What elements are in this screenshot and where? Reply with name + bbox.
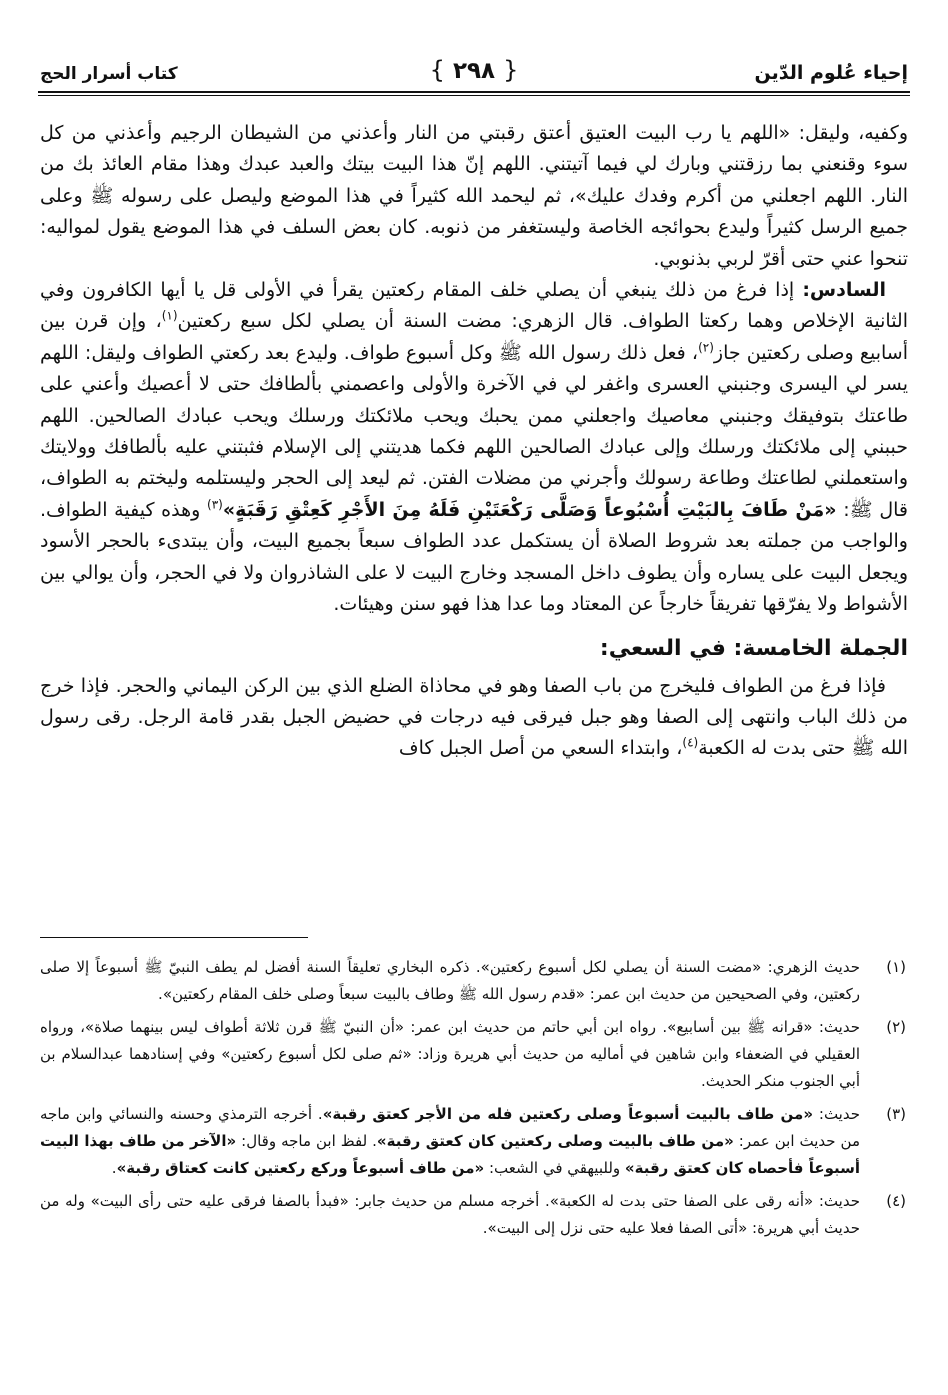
paragraph-2-text-c: ، فعل ذلك رسول الله ﷺ وكل أسبوع طواف. وليدع بعد ركعتي الطواف وليقل: اللهم يسر لي اليسرى وجنبني العسرى واغفر لي في الآخرة والأولى واعصمني بألطافك حتى لا أعصيك وأعني على طاعتك بتوفيقك وجنبني معاصيك واجعلني ممن يحبك ويحب ملائكتك ورسلك ويحب عبادك الصالحين. اللهم حببني إلى ملائكتك ورسلك وإلى عبادك الصالحين اللهم فكما هديتني إلى الإسلام فثبتني عليه بألطافك وولايتك واستعملني لطاعتك وطاعة رسولك وأجرني من مضلات الفتن. ثم ليعد إلى الحجر وليستلمه وليختم به الطواف، قال ﷺ: [40,341,908,521]
paragraph-1: وكفيه، وليقل: «اللهم يا رب البيت العتيق أعتق رقبتي من النار وأعذني من الشيطان الرجيم وأعذني من كل سوء وقنعني بما رزقتني وبارك لي فيما آتيتني. اللهم إنّ هذا البيت بيتك والعبد عبدك وهذا مقام العائذ بك من النار. اللهم اجعلني من أكرم وفدك عليك»، ثم ليحمد الله كثيراً في هذا الموضع وليصل على رسوله ﷺ وعلى جميع الرسل كثيراً وليدع بحوائجه الخاصة وليستغفر من ذنوبه. كان بعض السلف في هذا الموضع يقول لمواليه: تنحوا عني حتى أقرّ لربي بذنوبي. [40,122,908,270]
footnote-4 [40,1188,910,1242]
footnote-hadith-bold: «من طاف بالبيت وصلى ركعتين كان كعتق رقبة» [376,1132,734,1150]
footnote-2 [40,1014,910,1095]
footnote-text-part: حديث: [813,1105,860,1123]
paragraph-2-lead: السادس: [802,279,886,302]
footnote-text-part: . أخرجه الترمذي وحسنه والنسائي وابن ماجه من حديث ابن عمر: [40,1105,860,1150]
paragraph-2 [40,275,908,620]
ornament-right: { [503,56,519,84]
paragraph-3-text-a: فإذا فرغ من الطواف فليخرج من باب الصفا وهو في محاذاة الضلع الذي بين الركن اليماني والحجر. فإذا خرج من ذلك الباب وانتهى إلى الصفا وهو جبل فيرقى فيه درجات في حضيض الجبل بقدر قامة الرجل. رقى رسول الله ﷺ حتى بدت له الكعبة [40,674,908,760]
footnote-text-part: . [111,1159,117,1177]
page-number-value: ٢٩٨ [452,58,496,84]
footnote-hadith-bold: «الآخر من طاف بهذا البيت أسبوعاً فأحصاه كان كعتق رقبة» [40,1132,860,1177]
footnote-number: (٤) [886,1192,906,1210]
footnote-ref-1[interactable]: (١) [161,309,178,324]
paragraph-2-text-d: وهذه كيفية الطواف. والواجب من جملته بعد شروط الصلاة أن يستكمل عدد الطواف سبعاً بجميع البيت، وأن يبتدىء بالحجر الأسود ويجعل البيت على يساره وأن يطوف داخل المسجد وخارج البيت لا على الشاذروان ولا في الحجر، وأن يوالي بين الأشواط ولا يفرّقها تفريقاً خارجاً عن المعتاد وما عدا هذا فهو سنن وهيئات. [40,498,908,616]
paragraph-3-text-b: ، وابتداء السعي من أصل الجبل كاف [398,737,683,760]
footnote-text-part: وللبيهقي في الشعب: [484,1159,625,1177]
footnote-text-part: . لفظ ابن ماجه وقال: [236,1132,377,1150]
page-number [430,56,519,84]
footnote-text: حديث: «أنه رقى على الصفا حتى بدت له الكعبة». أخرجه مسلم من حديث جابر: «فبدأ بالصفا فرقى عليه حتى رأى البيت» وله من حديث أبي هريرة: «أتى الصفا فعلا عليه حتى نزل إلى البيت». [40,1192,860,1237]
footnote-text: حديث: «قرانه ﷺ بين أسابيع». رواه ابن أبي حاتم من حديث ابن عمر: «أن النبيّ ﷺ قرن ثلاثة أطواف ليس بينهما صلاة»، ورواه العقيلي في الضعفاء وابن شاهين في أماليه من حديث أبي هريرة وزاد: «ثم صلى لكل أسبوع ركعتين» وفي إسنادهما عبدالسلام بن أبي الجنوب منكر الحديث. [40,1018,860,1090]
footnotes [40,954,910,1248]
footnote-hadith-bold: «من طاف أسبوعاً وركع ركعتين كانت كعتاق رقبة» [116,1159,485,1177]
footnote-number: (٣) [886,1105,906,1123]
footnote-ref-2[interactable]: (٢) [698,340,714,355]
page-header [38,54,910,94]
footnote-ref-4[interactable]: (٤) [682,735,699,750]
hadith-quote: «مَنْ طَافَ بِالبَيْتِ أُسْبُوعاً وَصَلَّى رَكْعَتَيْنِ فَلَهُ مِنَ الأَجْرِ كَعِتْقِ رَقَبَةٍ» [222,498,837,521]
paragraph-3 [40,671,908,765]
footnote-3 [40,1101,910,1182]
footnote-text: حديث الزهري: «مضت السنة أن يصلي لكل أسبوع ركعتين». ذكره البخاري تعليقاً السنة أفضل لم يطف النبيّ ﷺ أسبوعاً إلا صلى ركعتين، وفي الصحيحين من حديث ابن عمر: «قدم رسول الله ﷺ وطاف بالبيت سبعاً وصلى خلف المقام ركعتين». [40,958,860,1003]
footnote-text [40,1101,860,1182]
main-text [40,118,908,765]
footnote-separator [40,937,308,938]
section-heading: الجملة الخامسة: في السعي: [599,635,908,661]
chapter-title: كتاب أسرار الحج [40,64,178,84]
ornament-left: } [429,56,445,84]
footnote-ref-3[interactable]: (٣) [207,497,223,512]
paragraph-2-text-a: إذا فرغ من ذلك ينبغي أن يصلي خلف المقام ركعتين يقرأ في الأولى قل يا أيها الكافرون وفي الثانية الإخلاص وهما ركعتا الطواف. قال الزهري: مضت السنة أن يصلي لكل سبع ركعتين [40,279,908,333]
footnote-number: (٢) [886,1018,906,1036]
footnote-1 [40,954,910,1008]
footnote-hadith-bold: «من طاف بالبيت أسبوعاً وصلى ركعتين فله من الأجر كعتق رقبة» [322,1105,814,1123]
header-rule-thin [38,95,910,96]
book-title: إحياء عُلوم الدّين [754,62,908,84]
paragraph-2-text-b: ، وإن قرن بين أسابيع وصلى ركعتين جاز [40,310,909,364]
footnote-number: (١) [886,958,906,976]
header-rule [38,91,910,93]
